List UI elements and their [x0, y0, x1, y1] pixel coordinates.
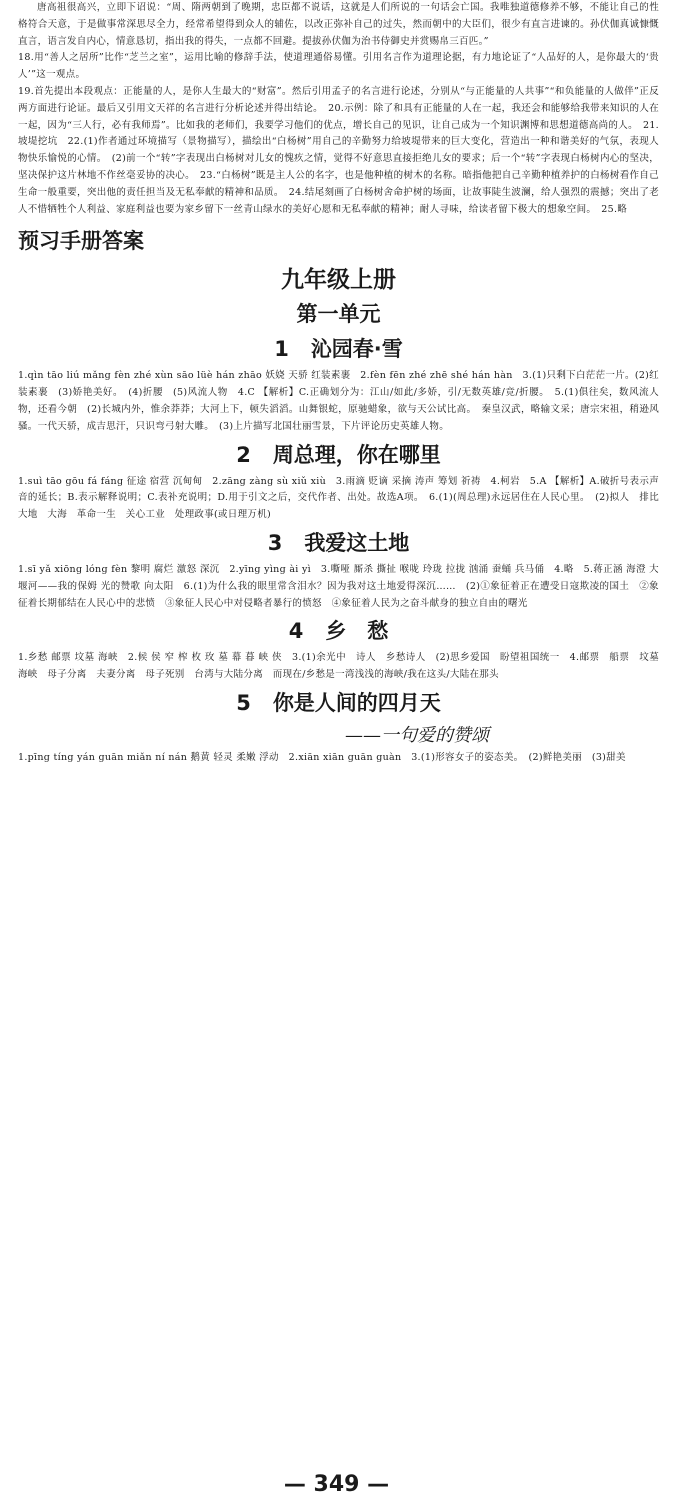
page-number: — 349 —: [283, 1472, 390, 1497]
answer-paragraph-translation: 唐高祖很高兴，立即下诏说：“周、隋两朝到了晚期，忠臣都不说话，这就是人们所说的一句话会亡国。我唯独道德修养不够，不能让自己的性格符合天意，于是做事常深思尽全力，经常希望得到众人的辅佐，以改正弥补自己的过失，然而朝中的大臣们，很少有直言进谏的。孙伏伽真诚慷慨直言，语言发自内心，情意恳切，指出我的得失，一点都不回避。提拔孙伏伽为治书侍御史并赏赐帛三百匹。”: [18, 2, 659, 47]
lesson-answers: 1.乡愁 邮票 坟墓 海峡 2.候 侯 窄 榨 枚 玫 墓 幕 暮 峡 侠 3.(1)余光中 诗人 乡愁诗人 (2)思乡爱国 盼望祖国统一 4.邮票 船票 坟墓 海峡 母子分离 夫妻分离 母子死别 台湾与大陆分离 而现在/乡愁是一湾浅浅的海峡/我在这头/大陆在那头: [18, 652, 669, 681]
lesson-title: [18, 438, 659, 472]
lesson-title: [18, 332, 659, 366]
answer-paragraph-19-25: 19.首先提出本段观点：正能量的人，是你人生最大的“财富”。然后引用孟子的名言进行论述，分别从“与正能量的人共事”“和负能量的人做伴”正反两方面进行论证。最后又引用文天祥的名言进行分析论述并得出结论。 20.示例：除了和具有正能量的人在一起，我还会和能够给我带来知识的人在一起，因为“三人行，必有我师焉”。比如我的老师们，我要学习他们的优点，增长自己的见识，让自己成为一个知识渊博和思想道德高尚的人。 21.坡堤挖坑 22.(1)作者通过环境描写（景物描写），描绘出“白杨树”用自己的辛勤努力给坡堤带来的巨大变化，营造出一种和谐美好的气氛，表现人物快乐愉悦的心情。 (2)前一个“转”字表现出白杨树对儿女的愧疚之情，觉得不好意思直接拒绝儿女的要求；后一个“转”字表现白杨树内心的坚决，坚决保护这片林地不作丝毫妥协的决心。 23.“白杨树”既是主人公的名字，也是他种植的树木的名称。暗指他把自己辛勤种植养护的白杨树看作自己生命一般重要，突出他的责任担当及无私奉献的精神和品质。 24.结尾刻画了白杨树舍命护树的场面，让故事陡生波澜，给人强烈的震撼；突出了老人不惜牺牲个人利益、家庭利益也要为家乡留下一丝青山绿水的美好心愿和无私奉献的精神；耐人寻味，给读者留下极大的想象空间。 25.略: [18, 85, 659, 215]
lesson-name: 我爱这土地: [304, 530, 410, 555]
lesson-number: 2: [236, 442, 251, 467]
lesson-name: 乡 愁: [325, 619, 389, 644]
grade-title: 九年级上册: [281, 267, 396, 294]
lesson-title: [18, 614, 659, 648]
lesson-answers: 1.sī yǎ xiōng lóng fèn 黎明 腐烂 激怒 深沉 2.yīng yìng ài yì 3.嘶哑 厮杀 撕扯 喉咙 玲珑 拉拢 汹涌 蚕蛹 兵马俑 4.略 5.蒋正涵 海澄 大堰河——我的保姆 光的赞歌 向太阳 6.(1)为什么我的眼里常含泪水？因为我对这土地爱得深沉…… (2)①象征着正在遭受日寇欺凌的国土 ②象征着长期郁结在人民心中的悲愤 ③象征人民心中对侵略者暴行的愤怒 ④象征着人民为之奋斗献身的独立自由的曙光: [18, 563, 659, 609]
lesson-name: 你是人间的四月天: [272, 690, 441, 715]
lesson-name: 沁园春·雪: [310, 337, 403, 362]
section-heading: 预习手册答案: [18, 229, 144, 254]
lesson-answers: 1.pīng tíng yán guān miǎn ní nán 鹅黄 轻灵 柔嫩 浮动 2.xiān xiān guān guàn 3.(1)形容女子的姿态美。 (2)鲜艳美丽 (3)甜美: [18, 751, 626, 763]
answer-paragraph-18: 18.用“善人之居所”比作“芝兰之室”，运用比喻的修辞手法，使道理通俗易懂。引用名言作为道理论据，有力地论证了“人品好的人，是你最大的‘贵人’”这一观点。: [18, 52, 659, 81]
lesson-title: [18, 526, 659, 560]
lesson-number: 3: [267, 530, 283, 555]
unit-title: 第一单元: [296, 302, 381, 327]
lesson-number: 5: [236, 690, 251, 715]
lesson-answers: 1.qìn tāo liú mǎng fèn zhé xùn sāo lüè hán zhāo 妖娆 天骄 红装素裹 2.fèn fēn zhé zhē shé hán hàn 3.(1)只剩下白茫茫一片。(2)红装素裹 (3)娇艳美好。 (4)折腰 (5)风流人物 4.C 【解析】C.正确划分为：江山/如此/多娇，引/无数英雄/竞/折腰。 5.(1)俱往矣，数风流人物，还看今朝 (2)长城内外，惟余莽莽；大河上下，顿失滔滔。山舞银蛇，原驰蜡象，欲与天公试比高。 秦皇汉武，略输文采；唐宗宋祖，稍逊风骚。一代天骄，成吉思汗，只识弯弓射大雕。 (3)上片描写北国壮丽雪景，下片评论历史英雄人物。: [18, 370, 659, 432]
lesson-answers: 1.suì tāo gōu fá fáng 征途 宿营 沉甸甸 2.zāng zàng sù xiǔ xiù 3.雨滴 贬谪 采摘 涛声 筹划 祈祷 4.柯岩 5.A 【解析】A.破折号表示声音的延长；B.表示解释说明；C.表补充说明；D.用于引文之后，交代作者、出处。故选A项。 6.(1)(周总理)永远居住在人民心里。 (2)拟人 排比 大地 大海 革命一生 关心工业 处理政事(或日理万机): [18, 475, 669, 521]
lesson-title: [18, 686, 659, 720]
lesson-number: 4: [288, 619, 304, 644]
lesson-name: 周总理，你在哪里: [272, 442, 441, 467]
lesson-subtitle: ——一句爱的赞颂: [345, 724, 489, 746]
lesson-number: 1: [274, 337, 289, 362]
